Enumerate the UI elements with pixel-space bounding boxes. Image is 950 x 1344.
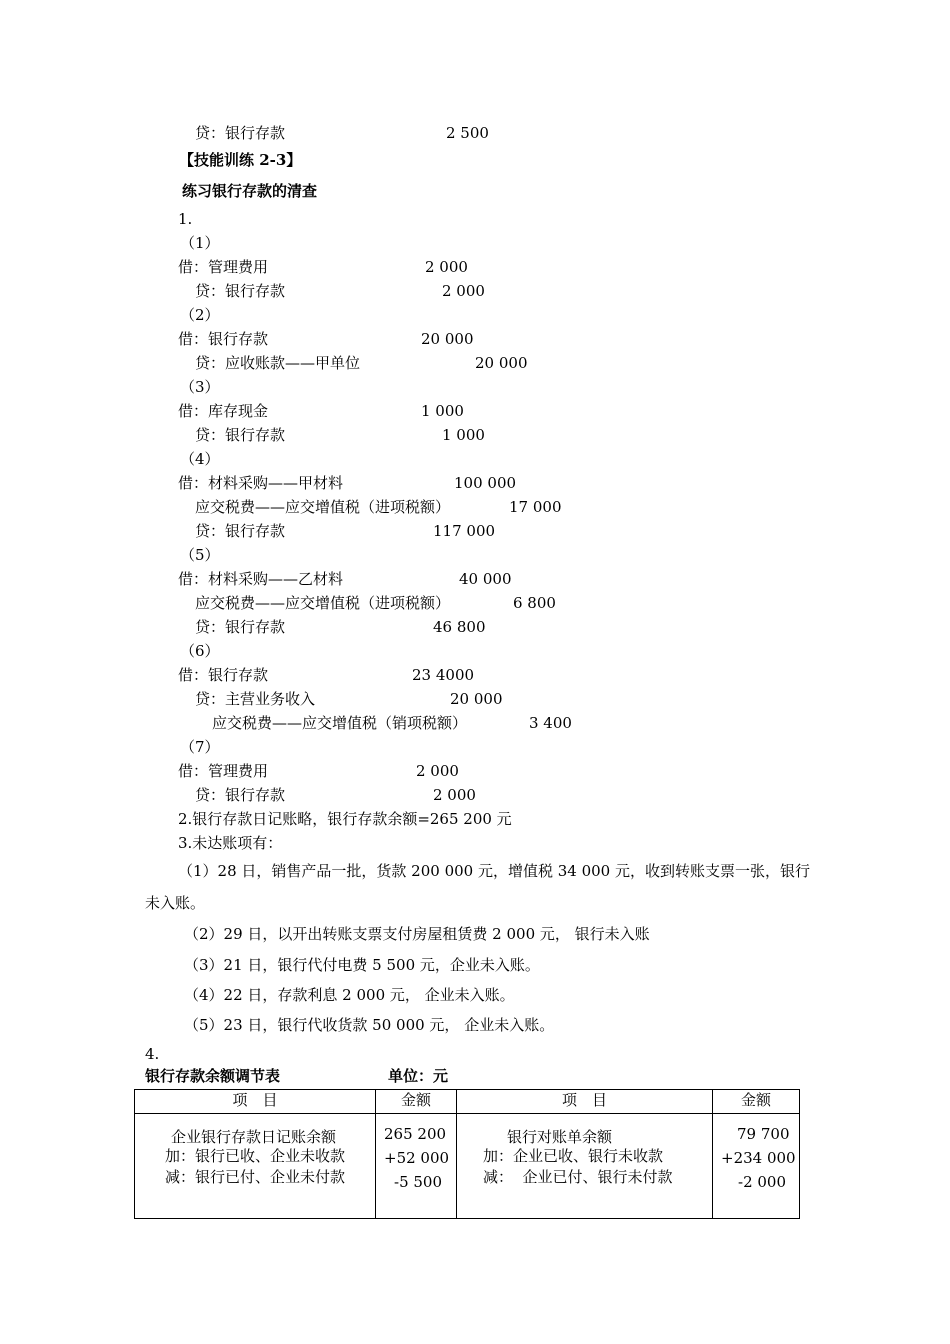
table-header-row	[135, 1090, 800, 1114]
entry-line-text: 借：银行存款	[178, 666, 269, 684]
entry-line-text: 贷：银行存款	[195, 282, 286, 300]
entry-line-text: 贷：银行存款	[195, 522, 286, 540]
entry-line-amount: 40 000	[459, 570, 512, 588]
unreconciled-item: （2）29 日，以开出转账支票支付房屋租赁费 2 000 元， 银行未入账	[184, 925, 650, 943]
right-items-cell	[457, 1114, 713, 1219]
part4-label: 4.	[145, 1045, 160, 1063]
entry-line-text: 借：管理费用	[178, 762, 269, 780]
entry-line-amount: 17 000	[509, 498, 562, 516]
entry-line-text: 贷：应收账款——甲单位	[195, 354, 361, 372]
top-credit-amount: 2 500	[446, 124, 489, 142]
left-amount: 265 200	[384, 1125, 447, 1143]
entry-number: （2）	[180, 306, 220, 324]
entry-number: （1）	[180, 234, 220, 252]
part2-text: 2.银行存款日记账略，银行存款余额=265 200 元	[178, 810, 512, 828]
entry-line-amount: 2 000	[442, 282, 485, 300]
entry-line-text: 应交税费——应交增值税（进项税额）	[195, 594, 451, 612]
entry-line-amount: 2 000	[416, 762, 459, 780]
unreconciled-item: （1）28 日，销售产品一批，货款 200 000 元，增值税 34 000 元，收到转账支票一张，银行	[178, 862, 810, 880]
entry-line-amount: 20 000	[450, 690, 503, 708]
right-item: 加：企业已收、银行未收款	[483, 1147, 664, 1165]
entry-line-amount: 1 000	[421, 402, 464, 420]
entry-line-amount: 23 4000	[412, 666, 475, 684]
left-amount: +52 000	[384, 1149, 450, 1167]
left-amounts-cell	[376, 1114, 457, 1219]
unreconciled-item: （4）22 日，存款利息 2 000 元， 企业未入账。	[184, 986, 515, 1004]
left-item: 减：银行已付、企业未付款	[165, 1168, 346, 1186]
entry-line-amount: 20 000	[475, 354, 528, 372]
entry-line-text: 贷：银行存款	[195, 786, 286, 804]
reconciliation-table	[134, 1089, 800, 1219]
entry-line-text: 借：银行存款	[178, 330, 269, 348]
unreconciled-item: （5）23 日，银行代收货款 50 000 元， 企业未入账。	[184, 1016, 555, 1034]
entry-line-amount: 2 000	[433, 786, 476, 804]
entry-line-amount: 46 800	[433, 618, 486, 636]
right-amount: 79 700	[737, 1125, 790, 1143]
entry-line-text: 借：材料采购——乙材料	[178, 570, 344, 588]
entry-line-amount: 2 000	[425, 258, 468, 276]
unreconciled-item: （3）21 日，银行代付电费 5 500 元，企业未入账。	[184, 956, 540, 974]
table-title: 银行存款余额调节表	[145, 1067, 281, 1085]
section-heading: 【技能训练 2-3】	[179, 151, 302, 169]
left-item: 企业银行存款日记账余额	[171, 1128, 337, 1146]
entry-number: （4）	[180, 450, 220, 468]
section-subtitle: 练习银行存款的清查	[182, 182, 318, 200]
entry-number: （6）	[180, 642, 220, 660]
top-credit-label: 贷：银行存款	[195, 124, 286, 142]
entry-line-text: 借：材料采购——甲材料	[178, 474, 344, 492]
entry-line-text: 贷：银行存款	[195, 618, 286, 636]
entry-line-text: 应交税费——应交增值税（销项税额）	[212, 714, 468, 732]
part1-label: 1.	[178, 210, 193, 228]
left-items-cell	[135, 1114, 376, 1219]
header-item-right: 项 目	[457, 1090, 713, 1114]
right-amounts-cell	[713, 1114, 800, 1219]
entry-line-text: 借：管理费用	[178, 258, 269, 276]
entry-line-amount: 20 000	[421, 330, 474, 348]
entry-line-amount: 3 400	[529, 714, 572, 732]
entry-line-amount: 100 000	[454, 474, 517, 492]
right-item: 减： 企业已付、银行未付款	[483, 1168, 673, 1186]
part3-label: 3.未达账项有：	[178, 834, 283, 852]
header-amount-left: 金额	[376, 1090, 457, 1114]
entry-line-amount: 6 800	[513, 594, 556, 612]
entry-line-text: 应交税费——应交增值税（进项税额）	[195, 498, 451, 516]
entry-line-amount: 117 000	[433, 522, 496, 540]
right-amount: -2 000	[738, 1173, 787, 1191]
entry-line-text: 借：库存现金	[178, 402, 269, 420]
left-item: 加：银行已收、企业未收款	[165, 1147, 346, 1165]
table-unit: 单位：元	[388, 1067, 449, 1085]
entry-line-text: 贷：主营业务收入	[195, 690, 316, 708]
entry-number: （3）	[180, 378, 220, 396]
right-item: 银行对账单余额	[507, 1128, 613, 1146]
entry-number: （5）	[180, 546, 220, 564]
entry-line-text: 贷：银行存款	[195, 426, 286, 444]
left-amount: -5 500	[394, 1173, 443, 1191]
right-amount: +234 000	[721, 1149, 796, 1167]
header-amount-right: 金额	[713, 1090, 800, 1114]
header-item-left: 项 目	[135, 1090, 376, 1114]
unreconciled-item: 未入账。	[145, 894, 206, 912]
table-row	[135, 1114, 800, 1219]
entry-line-amount: 1 000	[442, 426, 485, 444]
entry-number: （7）	[180, 738, 220, 756]
